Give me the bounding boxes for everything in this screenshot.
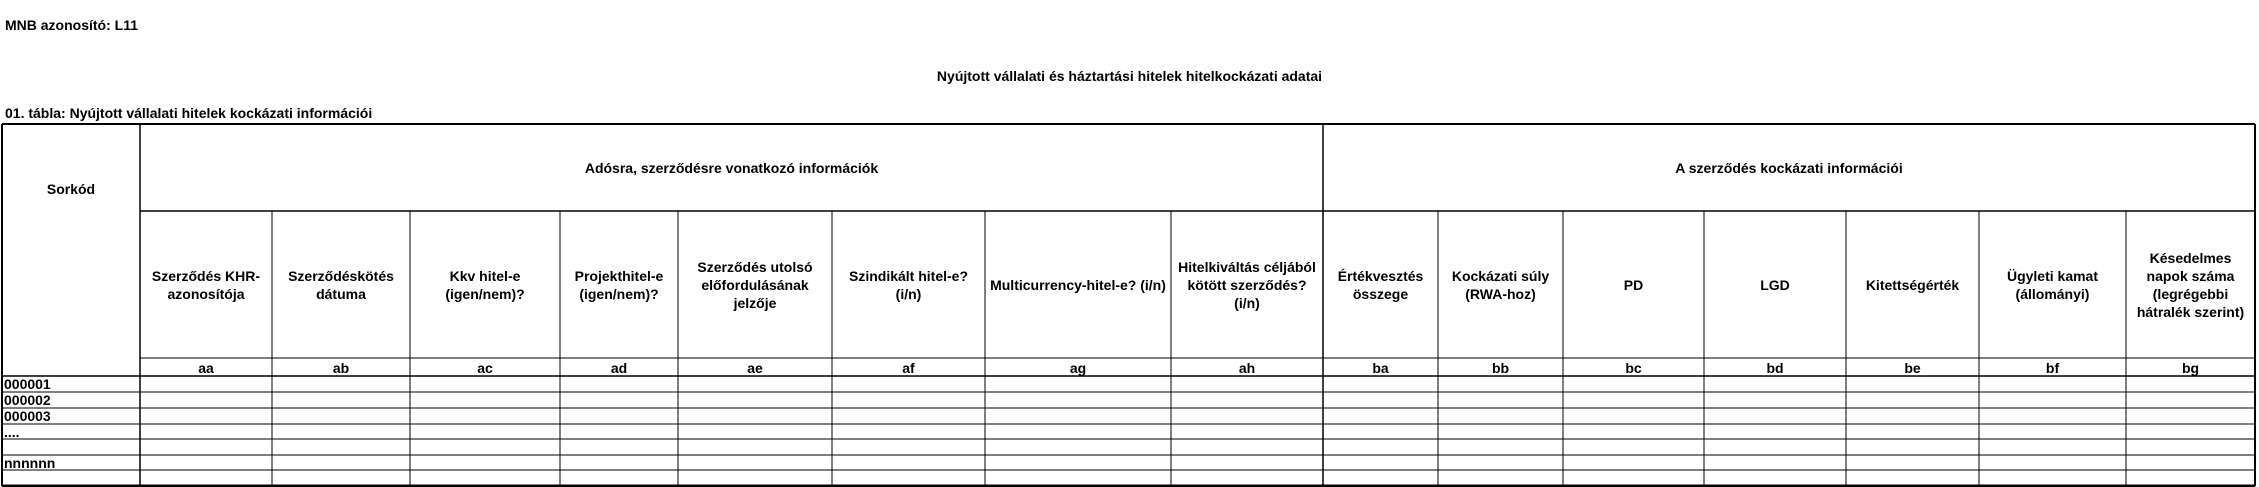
column-header-ag: Multicurrency-hitel-e? (i/n) bbox=[990, 276, 1166, 293]
group-header-debtor-info: Adósra, szerződésre vonatkozó információk bbox=[584, 159, 879, 176]
column-header-af: Szindikált hitel-e? (i/n) bbox=[848, 267, 968, 302]
column-code-bf: bf bbox=[2045, 359, 2060, 376]
row-label: 000001 bbox=[4, 376, 51, 392]
column-header-be: Kitettségérték bbox=[1865, 276, 1960, 293]
column-code-ah: ah bbox=[1238, 359, 1256, 376]
column-header-bf: Ügyleti kamat (állományi) bbox=[2006, 267, 2099, 302]
row-label: 000002 bbox=[4, 392, 51, 408]
column-header-ab: Szerződéskötés dátuma bbox=[288, 267, 394, 302]
table-subtitle: 01. tábla: Nyújtott vállalati hitelek kockázati információi bbox=[5, 105, 373, 121]
page-title: Nyújtott vállalati és háztartási hitelek hitelkockázati adatai bbox=[936, 68, 1323, 84]
column-header-bd: LGD bbox=[1760, 276, 1790, 293]
row-label: nnnnnn bbox=[4, 455, 56, 471]
column-header-aa: Szerződés KHR-azonosítója bbox=[151, 267, 261, 302]
column-header-ac: Kkv hitel-e (igen/nem)? bbox=[445, 267, 525, 302]
column-header-ba: Értékvesztés összege bbox=[1337, 267, 1424, 302]
column-header-ae: Szerződés utolsó előfordulásának jelzője bbox=[697, 258, 813, 311]
row-label: 000003 bbox=[4, 408, 51, 424]
column-code-ac: ac bbox=[477, 359, 493, 376]
column-header-ad: Projekthitel-e (igen/nem)? bbox=[574, 267, 664, 302]
column-code-bd: bd bbox=[1766, 359, 1784, 376]
column-code-ab: ab bbox=[332, 359, 350, 376]
column-header-bg: Késedelmes napok száma (legrégebbi hátralék szerint) bbox=[2136, 249, 2245, 320]
column-code-ad: ad bbox=[610, 359, 628, 376]
column-header-ah: Hitelkiváltás céljából kötött szerződés? (i/n) bbox=[1178, 258, 1316, 311]
column-code-ag: ag bbox=[1069, 359, 1087, 376]
column-code-bc: bc bbox=[1625, 359, 1642, 376]
column-code-ba: ba bbox=[1372, 359, 1389, 376]
row-label: .... bbox=[4, 424, 20, 440]
column-code-bg: bg bbox=[2181, 359, 2200, 376]
column-code-af: af bbox=[902, 359, 915, 376]
column-header-bc: PD bbox=[1623, 276, 1644, 293]
column-code-aa: aa bbox=[198, 359, 214, 376]
column-code-be: be bbox=[1904, 359, 1921, 376]
column-code-ae: ae bbox=[747, 359, 763, 376]
row-code-header: Sorkód bbox=[46, 180, 96, 197]
group-header-risk-info: A szerződés kockázati információi bbox=[1675, 159, 1903, 176]
column-code-bb: bb bbox=[1491, 359, 1510, 376]
column-header-bb: Kockázati súly (RWA-hoz) bbox=[1451, 267, 1550, 302]
mnb-identifier: MNB azonosító: L11 bbox=[5, 17, 139, 33]
